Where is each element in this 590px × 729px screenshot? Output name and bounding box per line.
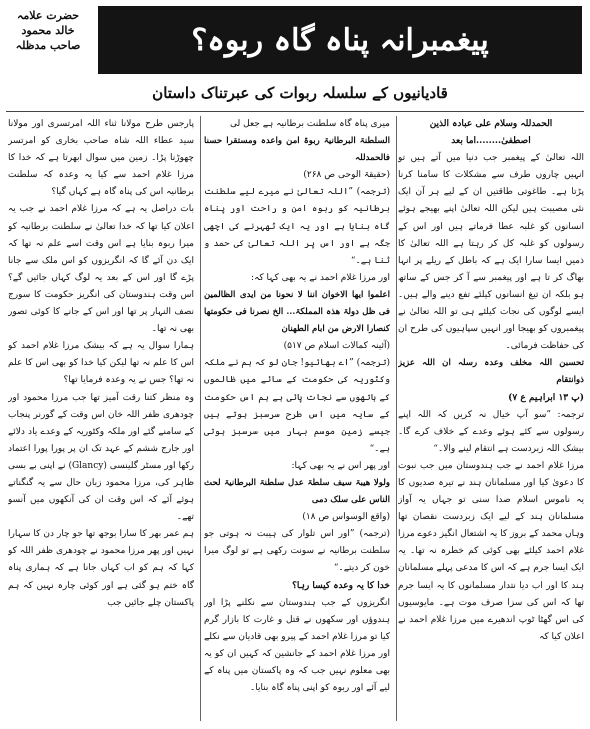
paragraph: اللہ تعالیٰ کے پیغمبر جب دنیا میں آتے ہیں تو انہیں چاروں طرف سے مشکلات کا سامنا کرنا پڑتا ہے۔ طاغوتی طاقتیں ان کے لیے ہر آن ایک نئی مصیبت ہیں لیکن اللہ تعالیٰ اپنے بھیجے ہوئے انسانوں کو غلبہ عطا فرماتے ہیں اور اس کے رسولوں کو غلبہ کل کر رہتا ہے اللہ تعالیٰ کا ذمیں ایسا سارا ایک ہے کہ باطل کے ریلے پر انہا بھاگ کر تا ہے اور پیغمبر سے آ کر جس کے ساتھ ہو بلکہ ان تیغ انسانوں کیلئے تفع دینے والے ہیں۔ ایسے لوگوں کی نجات کیلئے ہی تو اللہ تعالیٰ نے پیغمبروں کو بھیجا اور انہیں سپاہیوں کی طرح ان کی حفاظت فرمائی۔ [398,153,584,352]
paragraph: (ترجمہ) ”اللہ تعالیٰ نے میرے لیے سلطنت برطانیہ کو ربوہ امن و راحت اور پناہ گاہ بنایا ہے اور یہ ایک ٹھہرنے کی اچھی جگہ ہے اور اس پر اللہ تعالیٰ کی حمد و ثنا ہے۔“ [204,187,390,266]
paragraph: اور مرزا غلام احمد نے یہ بھی کہا کہ: [251,272,390,283]
paragraph: اصطفیٰ........اما بعد [451,136,531,147]
paragraph: (حقیقۃ الوحی ص ۲۶۸) [303,170,390,181]
column-left [8,116,194,723]
header-divider [6,111,584,112]
paragraph: وہ منظر کتنا رقت آمیز تھا جب مرزا محمود اور چودھری ظفر اللہ خان اس وقت کے گورنر پنجاب کے سامنے گئے اور ملکہ وکٹوریہ کے وعدے یاد دلائے اور جارج ششم کے عہد تک ان پر پورا پورا اعتماد رکھا اور مسٹر گلینسی (Glancy) نے اپنی بے بسی ظاہر کی، مرزا محمود زبان حال سے یہ گنگناتے ہوئے آئے کہ اس وقت ان کی آنکھوں میں آنسو تھے۔ [8,392,194,523]
paragraph: پارجس طرح مولانا ثناء اللہ امرتسری اور مولانا سید عطاء اللہ شاہ صاحب بخاری کو امرتسر چھوڑنا پڑا۔ زمین میں سوال ابھرتا ہے کہ خدا کا مرزا غلام احمد سے کیا یہ وعدہ کہ سلطنت برطانیہ اس کی پناہ گاہ ہے کہاں گیا؟ [8,119,194,198]
paragraph: السلطنۃ البرطانیۃ ربوۃ امن واعدہ ومستقرا حسنا فالحمدللہ [204,136,390,164]
paragraph: (پ ۱۳ ابراہیم ع ۷) [508,392,584,403]
paragraph: تحسبن اللہ مخلف وعدہ رسلہ ان اللہ عزیز ذوانتقام [398,358,584,386]
page-title: پیغمبرانہ پناہ گاہ ربوہ؟ [191,22,489,58]
paragraph: اعلموا ایھا الاخوان اننا لا نحونا من ایدی الظالمین فی ظل دولۃ ھذہ المملکۃ... الخ نصرنا فی حکومتھا کنصارا الارض من ابام الطھنان [204,289,390,335]
paragraph: خدا کا یہ وعدہ کیسا رہا؟ [292,580,390,591]
author-line-3: صاحب مدظلہ [15,39,81,52]
paragraph: اور پھر اس نے یہ بھی کہا: [291,460,390,471]
paragraph: ولولا ھیبۃ سیف سلطۃ عدل سلطنۃ البرطانیۃ لحث الناس علی سلک دمی [204,477,390,506]
title-banner [98,6,582,74]
paragraph: میری پناہ گاہ سلطنت برطانیہ ہے جعل لی [230,119,390,129]
paragraph: بات دراصل یہ ہے کہ مرزا غلام احمد نے جب یہ اعلان کیا تھا کہ خدا تعالیٰ نے سلطنت برطانیہ کو میرا ربوہ بنایا ہے اس وقت اسے علم نہ تھا کہ ایک دن آئے گا کہ انگریزوں کو اس ملک سے جانا پڑے گا اور اس کے بعد یہ لوگ کہاں جائیں گے؟ اس وقت ہندوستان کی انگریز حکومت کا سورج نصف النہار پر تھا اور اس کے جانے کا کوئی تصور بھی نہ تھا۔ [8,204,194,335]
paragraph: (ترجمہ) ”اے بھائیو! جان لو کہ ہم نے ملکہ وکٹوریہ کی حکومت کے سائے میں ظالموں کے ہاتھوں سے نجات پائی ہے ہم اس حکومت کے سایہ میں اس طرح سرسبز ہوتے ہیں جیسے زمین موسم بہار میں سرسبز ہوتی ہے۔“ [204,358,390,454]
paragraph: ہمارا سوال یہ ہے کہ بیشک مرزا غلام احمد کو اس کا علم نہ تھا لیکن کیا خدا کو بھی اس کا علم نہ تھا؟ جس نے یہ وعدہ فرمایا تھا؟ [8,341,194,386]
paragraph: (آئینہ کمالات اسلام ص ۵۱۷) [283,341,390,352]
page-subtitle: قادیانیوں کے سلسلہ ربوات کی عبرتناک داستان [152,84,448,102]
author-line-1: حضرت علامہ [16,9,80,22]
column-middle [204,116,390,723]
paragraph: مرزا غلام احمد نے جب ہندوستان میں جب نبوت کا دعویٰ کیا اور مسلمانان ہند نے تیرہ صدیوں کا یہ ناموس اسلام صدا سنی تو جہاں یہ آواز مسلمانان ہند کے لیے ایک زبردست نقصان تھا وہاں محمد کے بروز کا یہ اشتعال انگیز دعوے مرزا غلام احمد کیلئے بھی کوئی کم خطرہ نہ تھا۔ یہ ایک ایسا جرم ہے کہ اس کا مدعی پہلے مسلمانان ہند کا اور اب دیا نتدار مسلمانوں کا یہ ایسا جرم تھا کہ اس کی سزا صرف موت ہے۔ مایوسیوں کی اس گھٹا ٹوپ اندھیرے میں مرزا غلام احمد نے اعلان کیا کہ [398,460,584,642]
author-line-2: خالد محمود [21,24,75,37]
paragraph: الحمدللہ وسلام علی عبادہ الذین [429,119,553,129]
paragraph: (واقع الوسواس ص ۱۸) [302,512,390,523]
paragraph: انگریزوں کے جب ہندوستان سے نکلنے پڑا اور ہندوؤں اور سکھوں نے قتل و غارت کا بازار گرم کیا تو مرزا غلام احمد کے پیرو بھی قادیان سے نکلے اور مرزا غلام احمد کے جانشین کہ کہیں ان کو یہ بھی معلوم نہیں جب کہ وہ پاکستان میں پناہ کے لیے آئے اور ربوہ کو اپنی پناہ گاہ بنایا۔ [204,597,390,694]
column-right [398,116,584,723]
paragraph: ہم عمر بھر کا سارا بوجھ تھا جو چار دن کا سہارا نہیں اور پھر مرزا محمود نے چودھری ظفر اللہ کو کہا کہ ہم کو اب کہاں جانا ہے کہ ہماری پناہ گاہ ختم ہو گئی ہے اور کوئی چارہ نہیں کہ ہم پاکستان چلے جائیں جب [8,529,194,608]
paragraph: ترجمہ: ”سو آپ خیال نہ کریں کہ اللہ اپنے رسولوں سے کئے ہوئے وعدے کے خلاف کرے گا۔ بیشک اللہ زبردست ہے انتقام لینے والا۔“ [398,409,584,454]
column-divider [396,116,397,721]
author-credit [8,8,88,53]
column-divider [200,116,201,721]
paragraph: (ترجمہ) ”اور اس تلوار کی ہیبت نہ ہوتی جو سلطنت برطانیہ نے سونت رکھی ہے تو لوگ میرا خون کر دیتے۔“ [204,529,390,574]
